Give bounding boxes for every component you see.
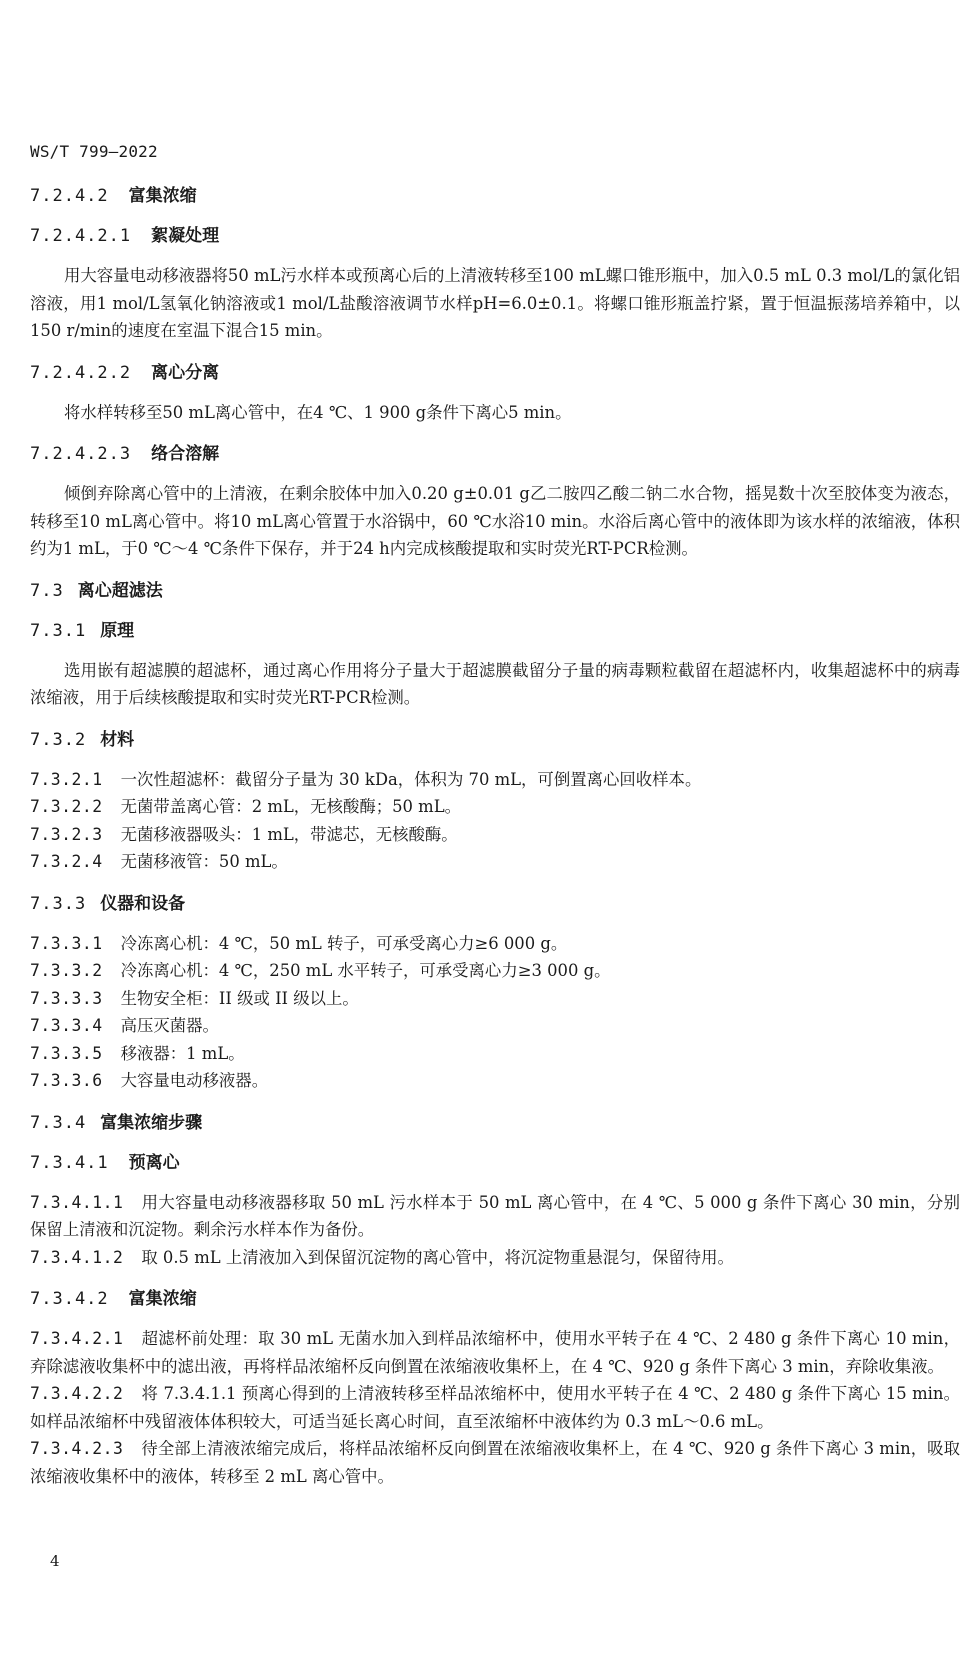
section-title: 仪器和设备 (100, 893, 186, 914)
section-title: 富集浓缩 (128, 186, 197, 206)
section-number: 7.2.4.2.3 (30, 444, 132, 464)
clause-number: 7.3.4.2.3 (30, 1439, 124, 1458)
clause-text: 冷冻离心机：4 ℃，50 mL 转子，可承受离心力≥6 000 g。 (120, 933, 568, 953)
clause-number: 7.3.4.1.1 (30, 1192, 124, 1212)
body-paragraph: 将水样转移至50 mL离心管中，在4 ℃、1 900 g条件下离心5 min。 (64, 402, 572, 422)
numbered-clause (30, 821, 960, 849)
clause-number: 7.3.2.4 (30, 852, 103, 871)
section-number: 7.3.4.1 (30, 1152, 109, 1173)
clause-number: 7.3.3.2 (30, 961, 103, 980)
clause-text: 冷冻离心机：4 ℃，250 mL 水平转子，可承受离心力≥3 000 g。 (120, 961, 611, 980)
clause-text: 超滤杯前处理：取 30 mL 无菌水加入到样品浓缩杯中，使用水平转子在 4 ℃、2 480 g 条件下离心 10 min，弃除滤液收集杯中的滤出液，再将样品浓缩杯反向倒置在浓缩液收集杯上，在 4 ℃、920 g 条件下离心 3 min，弃除收集液。 (30, 1329, 960, 1376)
section-heading (30, 442, 960, 466)
clause-number: 7.3.2.1 (30, 769, 103, 789)
section-title: 络合溶解 (151, 444, 220, 464)
section-number: 7.3.4 (30, 1112, 87, 1133)
section-title: 材料 (100, 729, 135, 750)
clause-text: 无菌移液器吸头：1 mL，带滤芯，无核酸酶。 (120, 824, 458, 844)
clause-text: 无菌移液管：50 mL。 (120, 852, 288, 871)
numbered-clause (30, 1040, 960, 1068)
section-heading (30, 1151, 960, 1175)
section-title: 富集浓缩步骤 (100, 1112, 203, 1133)
numbered-clause (30, 985, 960, 1013)
body-paragraph: 用大容量电动移液器将50 mL污水样本或预离心后的上清液转移至100 mL螺口锥形瓶中，加入0.5 mL 0.3 mol/L的氯化铝溶液，用1 mol/L氢氧化钠溶液或1 mol/L盐酸溶液调节水样pH=6.0±0.1。将螺口锥形瓶盖拧紧，置于恒温振荡培养箱中，以150 r/min的速度在室温下混合15 min。 (30, 266, 960, 340)
clause-text: 无菌带盖离心管：2 mL，无核酸酶；50 mL。 (120, 797, 461, 816)
section-number: 7.3.4.2 (30, 1289, 109, 1309)
document-body (30, 184, 960, 1490)
clause-text: 待全部上清液浓缩完成后，将样品浓缩杯反向倒置在浓缩液收集杯上，在 4 ℃、920 g 条件下离心 3 min，吸取浓缩液收集杯中的液体，转移至 2 mL 离心管中。 (30, 1439, 960, 1486)
section-heading (30, 224, 960, 248)
section-number: 7.3.3 (30, 893, 87, 914)
clause-number: 7.3.4.1.2 (30, 1247, 124, 1267)
section-heading (30, 579, 960, 603)
section-heading (30, 892, 960, 916)
section-heading (30, 619, 960, 643)
section-heading (30, 1111, 960, 1135)
clause-number: 7.3.4.2.1 (30, 1329, 124, 1348)
clause-text: 大容量电动移液器。 (120, 1071, 269, 1090)
page-number: 4 (50, 1552, 60, 1570)
numbered-clause (30, 848, 960, 876)
section-number: 7.3 (30, 580, 64, 601)
section-title: 离心超滤法 (77, 580, 163, 601)
numbered-clause (30, 930, 960, 958)
numbered-clause (30, 793, 960, 821)
section-number: 7.2.4.2.1 (30, 226, 132, 246)
section-heading (30, 728, 960, 752)
body-paragraph: 倾倒弃除离心管中的上清液，在剩余胶体中加入0.20 g±0.01 g乙二胺四乙酸二钠二水合物，摇晃数十次至胶体变为液态，转移至10 mL离心管中。将10 mL离心管置于水浴锅中，60 ℃水浴10 min。水浴后离心管中的液体即为该水样的浓缩液，体积约为1 mL，于0 ℃～4 ℃条件下保存，并于24 h内完成核酸提取和实时荧光RT-PCR检测。 (30, 484, 960, 558)
section-title: 富集浓缩 (128, 1289, 197, 1309)
clause-number: 7.3.3.5 (30, 1043, 103, 1063)
section-number: 7.3.2 (30, 729, 87, 750)
clause-number: 7.3.3.4 (30, 1016, 103, 1035)
numbered-clause (30, 766, 960, 794)
clause-number: 7.3.4.2.2 (30, 1384, 124, 1403)
clause-number: 7.3.3.6 (30, 1071, 103, 1090)
clause-text: 生物安全柜：II 级或 II 级以上。 (120, 988, 359, 1008)
clause-text: 移液器：1 mL。 (120, 1043, 245, 1063)
section-heading (30, 1287, 960, 1311)
numbered-clause (30, 1380, 960, 1435)
numbered-clause (30, 1435, 960, 1490)
section-title: 预离心 (128, 1152, 180, 1173)
standard-code: WS/T 799—2022 (30, 142, 158, 161)
section-number: 7.2.4.2.2 (30, 362, 132, 383)
section-title: 絮凝处理 (151, 226, 220, 246)
numbered-clause (30, 1244, 960, 1272)
clause-number: 7.3.3.3 (30, 988, 103, 1008)
numbered-clause (30, 1189, 960, 1244)
numbered-clause (30, 1067, 960, 1095)
clause-number: 7.3.2.3 (30, 824, 103, 844)
clause-number: 7.3.3.1 (30, 933, 103, 953)
section-number: 7.3.1 (30, 620, 87, 641)
clause-text: 将 7.3.4.1.1 预离心得到的上清液转移至样品浓缩杯中，使用水平转子在 4 ℃、2 480 g 条件下离心 15 min。如样品浓缩杯中残留液体体积较大，可适当延长离心时间，直至浓缩杯中液体约为 0.3 mL～0.6 mL。 (30, 1384, 960, 1431)
numbered-clause (30, 1325, 960, 1380)
numbered-clause (30, 1012, 960, 1040)
section-heading (30, 361, 960, 385)
body-paragraph: 选用嵌有超滤膜的超滤杯，通过离心作用将分子量大于超滤膜截留分子量的病毒颗粒截留在超滤杯内，收集超滤杯中的病毒浓缩液，用于后续核酸提取和实时荧光RT-PCR检测。 (30, 660, 960, 707)
numbered-clause (30, 957, 960, 985)
section-number: 7.2.4.2 (30, 186, 109, 206)
clause-text: 高压灭菌器。 (120, 1016, 219, 1035)
section-title: 离心分离 (151, 362, 220, 383)
clause-text: 一次性超滤杯：截留分子量为 30 kDa，体积为 70 mL，可倒置离心回收样本。 (120, 769, 702, 789)
clause-number: 7.3.2.2 (30, 797, 103, 816)
section-heading (30, 184, 960, 208)
clause-text: 用大容量电动移液器移取 50 mL 污水样本于 50 mL 离心管中，在 4 ℃、5 000 g 条件下离心 30 min，分别保留上清液和沉淀物。剩余污水样本作为备份。 (30, 1192, 960, 1239)
clause-text: 取 0.5 mL 上清液加入到保留沉淀物的离心管中，将沉淀物重悬混匀，保留待用。 (141, 1247, 734, 1267)
section-title: 原理 (100, 620, 135, 641)
